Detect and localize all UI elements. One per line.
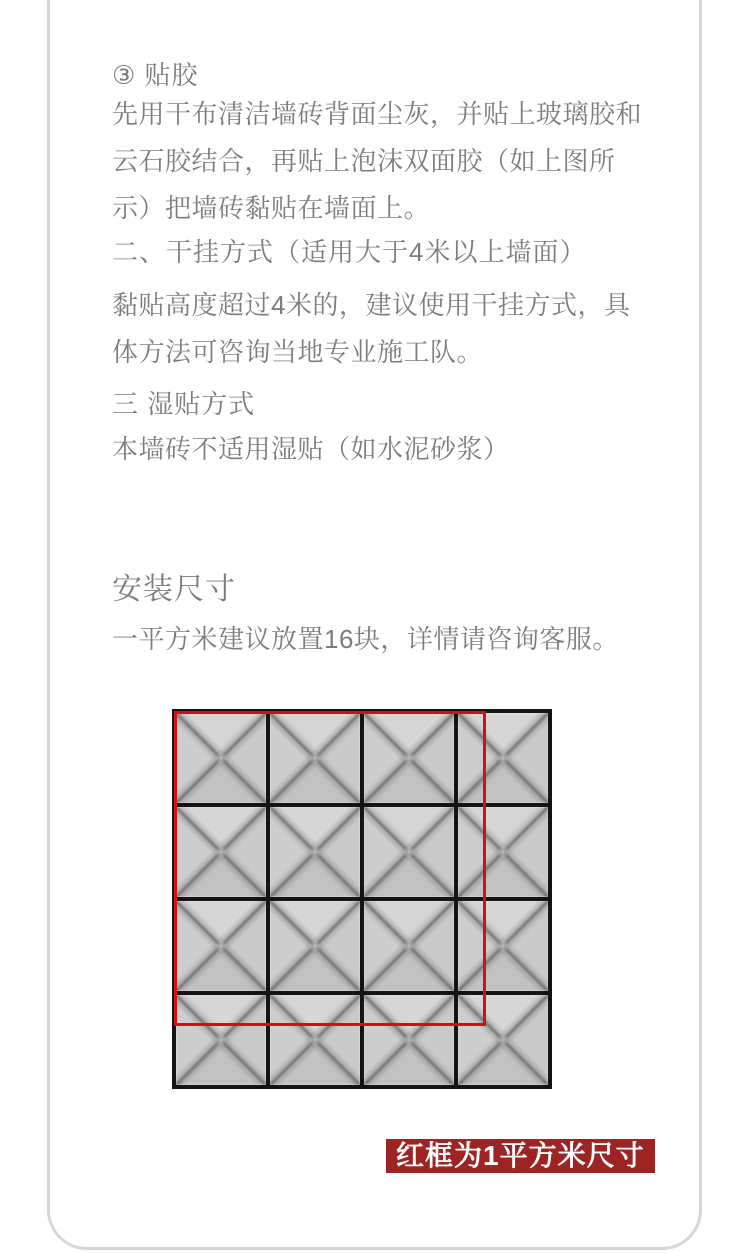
section-wet-paste-body: 本墙砖不适用湿贴（如水泥砂浆） (112, 434, 510, 464)
pyramid-tile (176, 807, 266, 897)
pyramid-tile (458, 713, 548, 803)
install-size-title: 安装尺寸 (112, 573, 236, 606)
pyramid-tile (270, 995, 360, 1085)
tile-grid-diagram (172, 709, 552, 1089)
section-glue-heading: ③ 贴胶 (112, 60, 199, 90)
red-frame-label: 红框为1平方米尺寸 (386, 1139, 655, 1173)
section-wet-paste-heading: 三 湿贴方式 (112, 389, 256, 419)
pyramid-tile (458, 995, 548, 1085)
pyramid-tile (176, 713, 266, 803)
section-dry-hang-body: 黏贴高度超过4米的，建议使用干挂方式，具体方法可咨询当地专业施工队。 (112, 290, 631, 367)
pyramid-tile (270, 807, 360, 897)
pyramid-tile (270, 713, 360, 803)
pyramid-tile (176, 995, 266, 1085)
pyramid-tile (364, 901, 454, 991)
pyramid-tile (364, 807, 454, 897)
install-size-body: 一平方米建议放置16块，详情请咨询客服。 (112, 624, 619, 654)
pyramid-tile (364, 995, 454, 1085)
pyramid-tile (270, 901, 360, 991)
pyramid-tile (176, 901, 266, 991)
section-dry-hang-heading: 二、干挂方式（适用大于4米以上墙面） (112, 237, 587, 267)
section-glue-body: 先用干布清洁墙砖背面尘灰，并贴上玻璃胶和云石胶结合，再贴上泡沫双面胶（如上图所示）把墙砖黏贴在墙面上。 (112, 99, 643, 223)
pyramid-tile (458, 807, 548, 897)
pyramid-tile (458, 901, 548, 991)
pyramid-tile (364, 713, 454, 803)
